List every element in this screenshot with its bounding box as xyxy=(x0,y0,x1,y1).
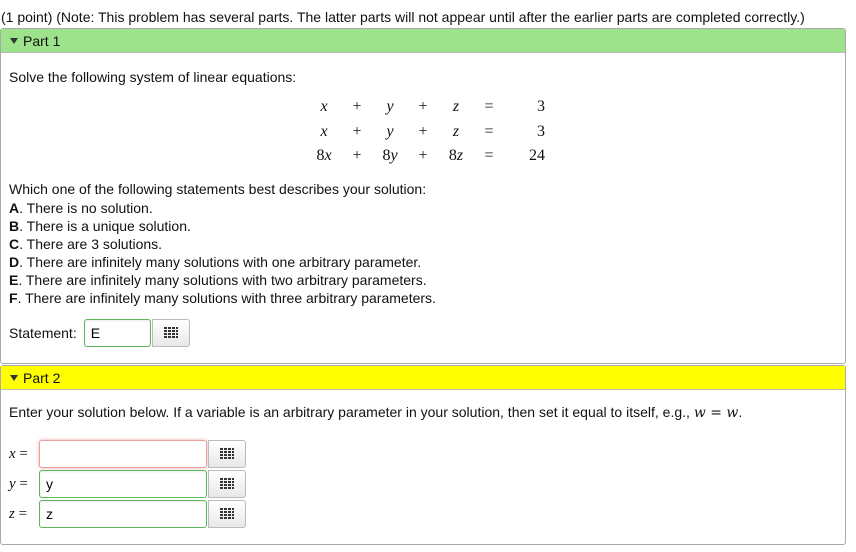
equation-c: 8 xyxy=(448,147,457,165)
equation-term xyxy=(439,95,473,120)
equation-z: z xyxy=(452,98,460,116)
equation-row xyxy=(307,120,547,145)
equation-term xyxy=(505,95,547,120)
z-input[interactable] xyxy=(39,500,207,528)
equation-term xyxy=(407,144,439,169)
equation-op1: + xyxy=(352,147,362,165)
collapse-triangle-icon[interactable] xyxy=(10,375,18,381)
equation-term xyxy=(307,95,341,120)
equation-term xyxy=(439,120,473,145)
equation-term xyxy=(341,95,373,120)
equation-term xyxy=(473,95,505,120)
equation-x: x xyxy=(320,122,328,140)
y-label: y = xyxy=(9,475,28,492)
keypad-icon xyxy=(164,327,178,339)
equation-term xyxy=(505,120,547,145)
problem-note: (1 point) (Note: This problem has several parts. The latter parts will not appear until after the earlier parts are completed correctly.) xyxy=(1,9,805,25)
statement-row xyxy=(9,319,190,347)
collapse-triangle-icon[interactable] xyxy=(10,38,18,44)
part-2-instruction: Enter your solution below. If a variable is an arbitrary parameter in your solution, then set it equal to itself, e.g., w = w. xyxy=(9,404,743,421)
equation-editor-button[interactable] xyxy=(208,470,246,498)
part-1-prompt: Solve the following system of linear equations: xyxy=(9,69,297,85)
statement-input[interactable] xyxy=(84,319,151,347)
keypad-icon xyxy=(220,508,234,520)
equation-y: y xyxy=(386,122,394,140)
equation-b: 8 xyxy=(382,147,391,165)
equation-row xyxy=(307,95,547,120)
equation-term xyxy=(407,120,439,145)
option-e: E. There are infinitely many solutions with two arbitrary parameters. xyxy=(9,272,427,288)
statement-label: Statement: xyxy=(9,325,77,341)
equation-term xyxy=(341,120,373,145)
equation-y: y xyxy=(386,98,394,116)
part-1-header[interactable] xyxy=(1,29,845,53)
options-list xyxy=(9,199,436,307)
x-answer-row xyxy=(9,440,246,468)
equation-op1: + xyxy=(352,98,362,116)
equation-editor-button[interactable] xyxy=(152,319,190,347)
equation-y: y xyxy=(390,147,398,165)
equation-term xyxy=(439,144,473,169)
z-answer-row xyxy=(9,500,246,528)
z-label: z = xyxy=(9,505,28,522)
equation-eq: = xyxy=(484,122,494,140)
question-text: Which one of the following statements best describes your solution: xyxy=(9,181,427,197)
part-2-panel xyxy=(0,365,846,545)
equation-x: x xyxy=(320,98,328,116)
equation-row xyxy=(307,144,547,169)
option-d: D. There are infinitely many solutions with one arbitrary parameter. xyxy=(9,254,422,270)
equation-term xyxy=(307,144,341,169)
equation-term xyxy=(505,144,547,169)
x-label: x = xyxy=(9,445,28,462)
part-2-header[interactable] xyxy=(1,366,845,390)
equation-rhs: 3 xyxy=(537,122,545,140)
equation-rhs: 3 xyxy=(537,98,545,116)
equation-op2: + xyxy=(418,147,428,165)
option-c: C. There are 3 solutions. xyxy=(9,236,163,252)
keypad-icon xyxy=(220,478,234,490)
equation-a: 8 xyxy=(316,147,325,165)
equation-term xyxy=(373,120,407,145)
equation-editor-button[interactable] xyxy=(208,500,246,528)
equation-term xyxy=(341,144,373,169)
part-2-title: Part 2 xyxy=(23,369,61,386)
option-b: B. There is a unique solution. xyxy=(9,218,191,234)
equation-op1: + xyxy=(352,122,362,140)
equation-eq: = xyxy=(484,147,494,165)
equation-z: z xyxy=(456,147,464,165)
equation-op2: + xyxy=(418,98,428,116)
option-f: F. There are infinitely many solutions with three arbitrary parameters. xyxy=(9,290,436,306)
equation-x: x xyxy=(324,147,332,165)
y-input[interactable] xyxy=(39,470,207,498)
equation-term xyxy=(473,144,505,169)
part-1-title: Part 1 xyxy=(23,32,61,49)
equation-term xyxy=(373,144,407,169)
part-1-panel xyxy=(0,28,846,364)
equation-op2: + xyxy=(418,122,428,140)
equation-z: z xyxy=(452,122,460,140)
y-answer-row xyxy=(9,470,246,498)
equation-editor-button[interactable] xyxy=(208,440,246,468)
equation-term xyxy=(373,95,407,120)
equation-system xyxy=(307,95,547,169)
equation-eq: = xyxy=(484,98,494,116)
equation-term xyxy=(473,120,505,145)
option-a: A. There is no solution. xyxy=(9,200,153,216)
x-input[interactable] xyxy=(39,440,207,468)
equation-term xyxy=(307,120,341,145)
equation-rhs: 24 xyxy=(529,147,545,165)
equation-term xyxy=(407,95,439,120)
keypad-icon xyxy=(220,448,234,460)
